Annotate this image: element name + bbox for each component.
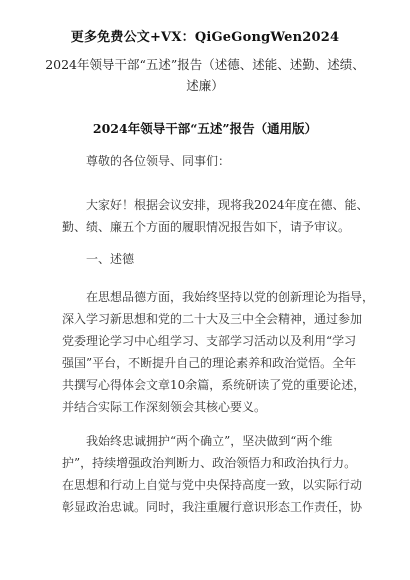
paragraph-line: 深入学习新思想和党的二十大及三中全会精神，通过参加 — [62, 312, 363, 326]
section-heading — [62, 248, 352, 270]
paragraph-line: 在思想品德方面，我始终坚持以党的创新理论为指导， — [86, 290, 375, 304]
salutation-text: 尊敬的各位领导、同事们： — [86, 154, 231, 168]
intro-line: 大家好！根据会议安排，现将我2024年度在德、能、 — [86, 198, 369, 212]
paragraph-line: 强国”平台，不断提升自己的理论素养和政治觉悟。全年 — [62, 356, 357, 370]
paragraph-line: 党委理论学习中心组学习、支部学习活动以及利用“学习 — [62, 334, 357, 348]
paragraph-line: 我始终忠诚拥护“两个确立”，坚决做到“两个维 — [86, 434, 333, 448]
paragraph-line: 护”，持续增强政治判断力、政治领悟力和政治执行力。 — [62, 456, 357, 470]
report-subtitle: 2024年领导干部“五述”报告（通用版） — [92, 121, 318, 136]
promo-header: 更多免费公文+VX：QiGeGongWen2024 — [70, 30, 340, 45]
title-line-2: 述廉） — [186, 78, 224, 93]
document-title — [30, 54, 380, 96]
paragraph-2 — [62, 430, 363, 518]
section-1-heading: 一、述德 — [86, 252, 135, 266]
paragraph-line: 在思想和行动上自觉与党中央保持高度一致，以实际行动 — [62, 478, 363, 492]
paragraph-line: 彰显政治忠诚。同时，我注重履行意识形态工作责任，协 — [62, 500, 363, 514]
salutation — [62, 150, 352, 172]
paragraph-line: 并结合实际工作深刻领会其核心要义。 — [62, 400, 267, 414]
title-line-1: 2024年领导干部“五述”报告（述德、述能、述勤、述绩、 — [45, 57, 365, 72]
intro-line: 勤、绩、廉五个方面的履职情况报告如下，请予审议。 — [62, 220, 351, 234]
paragraph-line: 共撰写心得体会文章10余篇，系统研读了党的重要论述， — [62, 378, 366, 392]
intro-paragraph — [62, 194, 369, 238]
paragraph-1 — [62, 286, 375, 418]
